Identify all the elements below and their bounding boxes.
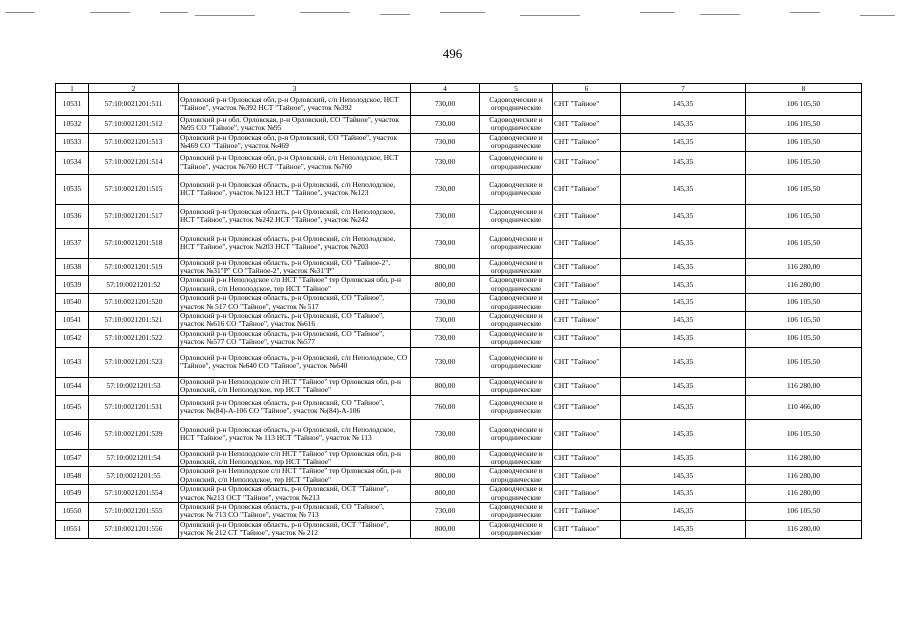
row-number: 10539 [56, 276, 89, 294]
total-cost-cell: 106 105,50 [746, 502, 862, 520]
row-number: 10531 [56, 93, 89, 116]
scan-noise [0, 12, 905, 18]
owner-cell: СНТ "Тайное" [553, 485, 621, 503]
cadastral-value-cell: 145,35 [621, 377, 746, 395]
cadastral-number: 57:10:0021201:514 [89, 151, 179, 174]
area-cell: 800,00 [411, 449, 480, 467]
cadastral-number: 57:10:0021201:515 [89, 174, 179, 204]
row-number: 10541 [56, 312, 89, 330]
cadastral-value-cell: 145,35 [621, 93, 746, 116]
land-use-cell: Садоводческие и огороднические [480, 228, 553, 258]
cadastral-number: 57:10:0021201:531 [89, 395, 179, 419]
cadastral-value-cell: 145,35 [621, 520, 746, 538]
row-number: 10550 [56, 502, 89, 520]
area-cell: 730,00 [411, 151, 480, 174]
cadastral-number: 57:10:0021201:522 [89, 329, 179, 347]
cadastral-number: 57:10:0021201:513 [89, 133, 179, 151]
table-row [56, 312, 862, 330]
cadastral-number: 57:10:0021201:512 [89, 116, 179, 134]
cadastral-value-cell: 145,35 [621, 151, 746, 174]
row-number: 10540 [56, 294, 89, 312]
table-row [56, 502, 862, 520]
land-use-cell: Садоводческие и огороднические [480, 395, 553, 419]
total-cost-cell: 106 105,50 [746, 133, 862, 151]
cadastral-number: 57:10:0021201:520 [89, 294, 179, 312]
address-cell: Орловский р-н Неполодское с/п НСТ "Тайное" тер Орловская обл, р-н Орловский, с/п Неполодское, тер НСТ "Тайное" [179, 449, 411, 467]
row-number: 10532 [56, 116, 89, 134]
address-cell: Орловский р-н обл. Орловская, р-н Орловский, СО "Тайное", участок №95 СО "Тайное", участок №95 [179, 116, 411, 134]
owner-cell: СНТ "Тайное" [553, 174, 621, 204]
address-cell: Орловский р-н Орловская область, р-н Орловский, с/п Неполодское, НСТ "Тайное", участок №123 НСТ "Тайное", участок №123 [179, 174, 411, 204]
owner-cell: СНТ "Тайное" [553, 395, 621, 419]
owner-cell: СНТ "Тайное" [553, 419, 621, 449]
cadastral-value-cell: 145,35 [621, 116, 746, 134]
total-cost-cell: 106 105,50 [746, 174, 862, 204]
owner-cell: СНТ "Тайное" [553, 258, 621, 276]
table-body [56, 93, 862, 539]
table-row [56, 520, 862, 538]
area-cell: 800,00 [411, 258, 480, 276]
address-cell: Орловский р-н Орловская область, р-н Орловский, СО "Тайное", участок №(84)-А-106 СО "Тайное", участок №(84)-А-106 [179, 395, 411, 419]
column-header: 8 [746, 84, 862, 93]
total-cost-cell: 110 466,00 [746, 395, 862, 419]
row-number: 10533 [56, 133, 89, 151]
cadastral-number: 57:10:0021201:517 [89, 204, 179, 228]
address-cell: Орловский р-н Орловская область, р-н Орловский, с/п Неполодское, НСТ "Тайное", участок №242 НСТ "Тайное", участок №242 [179, 204, 411, 228]
owner-cell: СНТ "Тайное" [553, 151, 621, 174]
row-number: 10546 [56, 419, 89, 449]
land-use-cell: Садоводческие и огороднические [480, 485, 553, 503]
cadastral-number: 57:10:0021201:523 [89, 347, 179, 377]
address-cell: Орловский р-н Орловская область, р-н Орловский, СО "Тайное", участок №616 СО "Тайное", участок №616 [179, 312, 411, 330]
area-cell: 800,00 [411, 377, 480, 395]
cadastral-number: 57:10:0021201:539 [89, 419, 179, 449]
table-row [56, 258, 862, 276]
table-row [56, 329, 862, 347]
owner-cell: СНТ "Тайное" [553, 294, 621, 312]
area-cell: 730,00 [411, 419, 480, 449]
area-cell: 800,00 [411, 520, 480, 538]
table-row [56, 377, 862, 395]
area-cell: 730,00 [411, 174, 480, 204]
area-cell: 760,00 [411, 395, 480, 419]
owner-cell: СНТ "Тайное" [553, 377, 621, 395]
row-number: 10548 [56, 467, 89, 485]
address-cell: Орловский р-н Орловская область, р-н Орловский, СО "Тайное-2", участок №31"Р" СО "Тайное-2", участок №31"Р" [179, 258, 411, 276]
cadastral-number: 57:10:0021201:518 [89, 228, 179, 258]
cadastral-value-cell: 145,35 [621, 419, 746, 449]
land-use-cell: Садоводческие и огороднические [480, 502, 553, 520]
row-number: 10542 [56, 329, 89, 347]
land-use-cell: Садоводческие и огороднические [480, 419, 553, 449]
total-cost-cell: 106 105,50 [746, 228, 862, 258]
cadastral-value-cell: 145,35 [621, 133, 746, 151]
land-registry-table [55, 83, 862, 539]
owner-cell: СНТ "Тайное" [553, 329, 621, 347]
table-row [56, 419, 862, 449]
table-row [56, 174, 862, 204]
total-cost-cell: 106 105,50 [746, 93, 862, 116]
area-cell: 730,00 [411, 93, 480, 116]
area-cell: 730,00 [411, 204, 480, 228]
area-cell: 730,00 [411, 116, 480, 134]
row-number: 10537 [56, 228, 89, 258]
land-use-cell: Садоводческие и огороднические [480, 312, 553, 330]
cadastral-number: 57:10:0021201:54 [89, 449, 179, 467]
land-use-cell: Садоводческие и огороднические [480, 467, 553, 485]
cadastral-value-cell: 145,35 [621, 347, 746, 377]
area-cell: 730,00 [411, 312, 480, 330]
column-header: 5 [480, 84, 553, 93]
land-use-cell: Садоводческие и огороднические [480, 449, 553, 467]
cadastral-value-cell: 145,35 [621, 329, 746, 347]
cadastral-number: 57:10:0021201:55 [89, 467, 179, 485]
table-row [56, 93, 862, 116]
cadastral-number: 57:10:0021201:53 [89, 377, 179, 395]
area-cell: 800,00 [411, 467, 480, 485]
column-header: 2 [89, 84, 179, 93]
owner-cell: СНТ "Тайное" [553, 116, 621, 134]
address-cell: Орловский р-н Орловская обл, р-н Орловский, СО "Тайное", участок №469 СО "Тайное", участок №469 [179, 133, 411, 151]
cadastral-value-cell: 145,35 [621, 449, 746, 467]
row-number: 10551 [56, 520, 89, 538]
row-number: 10536 [56, 204, 89, 228]
address-cell: Орловский р-н Орловская область, р-н Орловский, с/п Неполодское, НСТ "Тайное", участок № 113 НСТ "Тайное", участок № 113 [179, 419, 411, 449]
owner-cell: СНТ "Тайное" [553, 520, 621, 538]
land-use-cell: Садоводческие и огороднические [480, 258, 553, 276]
cadastral-number: 57:10:0021201:511 [89, 93, 179, 116]
row-number: 10543 [56, 347, 89, 377]
address-cell: Орловский р-н Неполодское с/п НСТ "Тайное" тер Орловская обл, р-н Орловский, с/п Неполодское, тер НСТ "Тайное" [179, 276, 411, 294]
total-cost-cell: 106 105,50 [746, 312, 862, 330]
table-row [56, 204, 862, 228]
total-cost-cell: 116 280,00 [746, 485, 862, 503]
area-cell: 730,00 [411, 347, 480, 377]
row-number: 10534 [56, 151, 89, 174]
land-use-cell: Садоводческие и огороднические [480, 151, 553, 174]
table-row [56, 395, 862, 419]
column-header: 1 [56, 84, 89, 93]
land-use-cell: Садоводческие и огороднические [480, 133, 553, 151]
cadastral-number: 57:10:0021201:519 [89, 258, 179, 276]
address-cell: Орловский р-н Неполодское с/п НСТ "Тайное" тер Орловская обл, р-н Орловский, с/п Неполодское, тер НСТ "Тайное" [179, 467, 411, 485]
table-row [56, 276, 862, 294]
address-cell: Орловский р-н Орловская область, р-н Орловский, ОСТ "Тайное", участок №213 ОСТ "Тайное", участок №213 [179, 485, 411, 503]
cadastral-value-cell: 145,35 [621, 502, 746, 520]
table-row [56, 467, 862, 485]
owner-cell: СНТ "Тайное" [553, 449, 621, 467]
total-cost-cell: 106 105,50 [746, 204, 862, 228]
row-number: 10547 [56, 449, 89, 467]
land-use-cell: Садоводческие и огороднические [480, 294, 553, 312]
address-cell: Орловский р-н Орловская обл, р-н Орловский, с/п Неполодское, НСТ "Тайное", участок №392 НСТ "Тайное", участок №392 [179, 93, 411, 116]
land-use-cell: Садоводческие и огороднические [480, 174, 553, 204]
owner-cell: СНТ "Тайное" [553, 133, 621, 151]
cadastral-value-cell: 145,35 [621, 276, 746, 294]
area-cell: 800,00 [411, 276, 480, 294]
cadastral-value-cell: 145,35 [621, 204, 746, 228]
total-cost-cell: 106 105,50 [746, 151, 862, 174]
land-use-cell: Садоводческие и огороднические [480, 329, 553, 347]
total-cost-cell: 106 105,50 [746, 329, 862, 347]
cadastral-value-cell: 145,35 [621, 294, 746, 312]
owner-cell: СНТ "Тайное" [553, 228, 621, 258]
total-cost-cell: 116 280,00 [746, 377, 862, 395]
owner-cell: СНТ "Тайное" [553, 276, 621, 294]
table-header-row [56, 84, 862, 93]
cadastral-value-cell: 145,35 [621, 312, 746, 330]
area-cell: 730,00 [411, 228, 480, 258]
total-cost-cell: 116 280,00 [746, 276, 862, 294]
row-number: 10544 [56, 377, 89, 395]
row-number: 10549 [56, 485, 89, 503]
owner-cell: СНТ "Тайное" [553, 467, 621, 485]
cadastral-value-cell: 145,35 [621, 395, 746, 419]
total-cost-cell: 116 280,00 [746, 449, 862, 467]
area-cell: 800,00 [411, 485, 480, 503]
land-use-cell: Садоводческие и огороднические [480, 204, 553, 228]
address-cell: Орловский р-н Орловская область, р-н Орловский, ОСТ "Тайное", участок № 212 СТ "Тайное", участок № 212 [179, 520, 411, 538]
area-cell: 730,00 [411, 294, 480, 312]
land-use-cell: Садоводческие и огороднические [480, 520, 553, 538]
row-number: 10538 [56, 258, 89, 276]
row-number: 10535 [56, 174, 89, 204]
cadastral-value-cell: 145,35 [621, 485, 746, 503]
owner-cell: СНТ "Тайное" [553, 204, 621, 228]
address-cell: Орловский р-н Неполодское с/п НСТ "Тайное" тер Орловская обл, р-н Орловский, с/п Неполодское, тер НСТ "Тайное" [179, 377, 411, 395]
total-cost-cell: 106 105,50 [746, 419, 862, 449]
column-header: 3 [179, 84, 411, 93]
cadastral-number: 57:10:0021201:556 [89, 520, 179, 538]
cadastral-value-cell: 145,35 [621, 258, 746, 276]
table-row [56, 116, 862, 134]
address-cell: Орловский р-н Орловская область, р-н Орловский, с/п Неполодское, СО "Тайное", участок №640 СО "Тайное", участок №640 [179, 347, 411, 377]
cadastral-number: 57:10:0021201:521 [89, 312, 179, 330]
table-row [56, 449, 862, 467]
total-cost-cell: 116 280,00 [746, 520, 862, 538]
cadastral-number: 57:10:0021201:555 [89, 502, 179, 520]
land-use-cell: Садоводческие и огороднические [480, 276, 553, 294]
owner-cell: СНТ "Тайное" [553, 312, 621, 330]
table-row [56, 133, 862, 151]
table-row [56, 294, 862, 312]
table-row [56, 347, 862, 377]
table-row [56, 485, 862, 503]
total-cost-cell: 116 280,00 [746, 467, 862, 485]
column-header: 4 [411, 84, 480, 93]
row-number: 10545 [56, 395, 89, 419]
area-cell: 730,00 [411, 329, 480, 347]
area-cell: 730,00 [411, 133, 480, 151]
table-row [56, 228, 862, 258]
address-cell: Орловский р-н Орловская область, р-н Орловский, СО "Тайное", участок №577 СО "Тайное", участок №577 [179, 329, 411, 347]
total-cost-cell: 106 105,50 [746, 347, 862, 377]
column-header: 7 [621, 84, 746, 93]
cadastral-number: 57:10:0021201:52 [89, 276, 179, 294]
address-cell: Орловский р-н Орловская область, р-н Орловский, СО "Тайное", участок № 517 СО "Тайное", участок № 517 [179, 294, 411, 312]
column-header: 6 [553, 84, 621, 93]
page-number: 496 [442, 46, 463, 61]
owner-cell: СНТ "Тайное" [553, 93, 621, 116]
address-cell: Орловский р-н Орловская обл, р-н Орловский, с/п Неполодское, НСТ "Тайное", участок №760 НСТ "Тайное", участок №760 [179, 151, 411, 174]
land-use-cell: Садоводческие и огороднические [480, 347, 553, 377]
owner-cell: СНТ "Тайное" [553, 347, 621, 377]
address-cell: Орловский р-н Орловская область, р-н Орловский, с/п Неполодское, НСТ "Тайное", участок №203 НСТ "Тайное", участок №203 [179, 228, 411, 258]
land-use-cell: Садоводческие и огороднические [480, 93, 553, 116]
cadastral-value-cell: 145,35 [621, 467, 746, 485]
land-use-cell: Садоводческие и огороднические [480, 116, 553, 134]
cadastral-value-cell: 145,35 [621, 228, 746, 258]
total-cost-cell: 116 280,00 [746, 258, 862, 276]
owner-cell: СНТ "Тайное" [553, 502, 621, 520]
land-use-cell: Садоводческие и огороднические [480, 377, 553, 395]
table-row [56, 151, 862, 174]
area-cell: 730,00 [411, 502, 480, 520]
address-cell: Орловский р-н Орловская область, р-н Орловский, СО "Тайное", участок № 713 СО "Тайное", участок № 713 [179, 502, 411, 520]
total-cost-cell: 106 105,50 [746, 116, 862, 134]
cadastral-value-cell: 145,35 [621, 174, 746, 204]
total-cost-cell: 106 105,50 [746, 294, 862, 312]
cadastral-number: 57:10:0021201:554 [89, 485, 179, 503]
